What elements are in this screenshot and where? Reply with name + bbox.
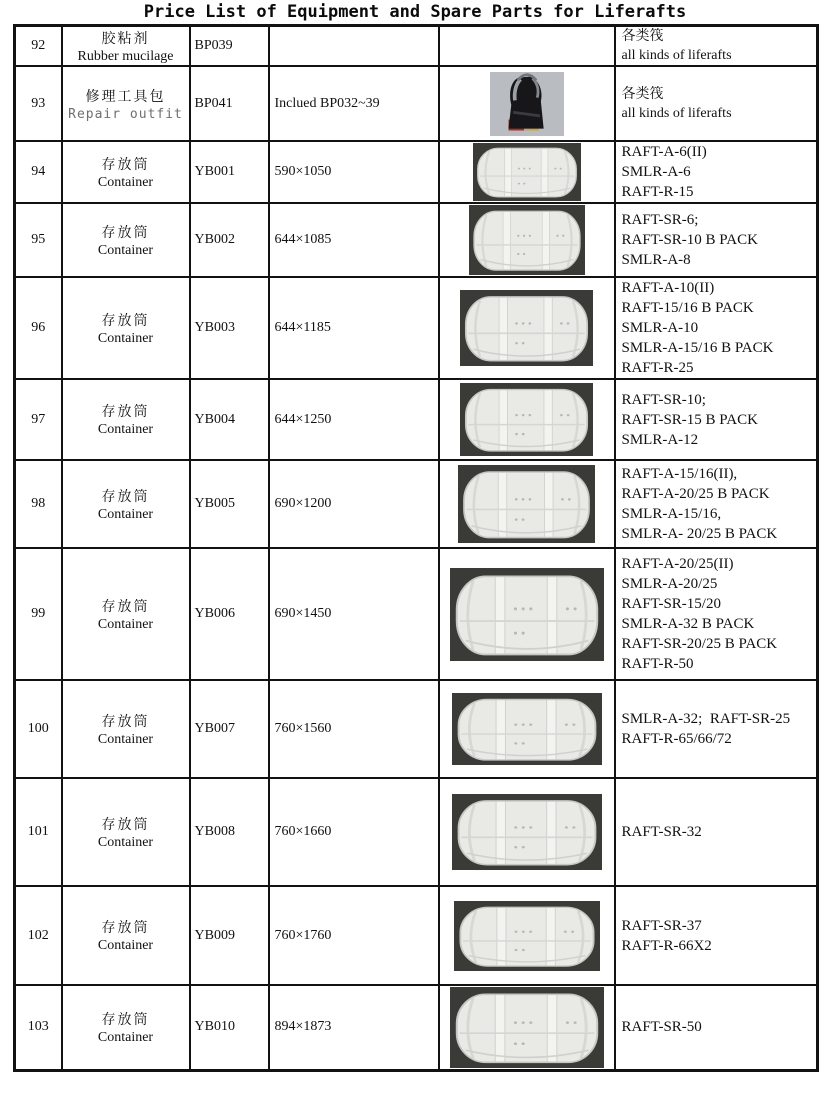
model-line: RAFT-R-25 [621,360,694,376]
row-number-cell: 101 [15,778,62,886]
models-cell [615,203,818,277]
name-english: Container [97,731,154,747]
model-line: SMLR-A-10 [621,320,699,336]
model-line: SMLR-A-20/25 [621,576,718,592]
code-cell: BP039 [190,26,269,67]
row-number-cell: 95 [15,203,62,277]
model-line: all kinds of liferafts [621,48,732,63]
container-photo [458,465,595,543]
name-cell [62,460,190,548]
models-cell [615,778,818,886]
name-chinese: 存放筒 [101,817,150,833]
name-english: Container [97,938,154,953]
container-photo [469,205,585,275]
model-line: RAFT-A-6(II) [621,144,707,160]
image-cell [439,277,615,379]
name-cell [62,26,190,67]
spec-cell: 760×1660 [269,778,439,886]
model-line: SMLR-A-6 [621,164,691,180]
model-line: RAFT-R-66X2 [621,937,712,954]
container-photo [452,693,602,765]
page-title: Price List of Equipment and Spare Parts for Liferafts [143,2,687,22]
model-line: RAFT-A-20/25(II) [621,556,734,572]
name-chinese: 胶粘剂 [101,31,150,47]
row-number-cell: 103 [15,985,62,1070]
name-chinese: 存放筒 [101,921,150,936]
image-cell [439,379,615,460]
table-row [15,680,818,778]
name-english: Container [97,506,154,522]
spec-cell: 644×1250 [269,379,439,460]
repair-kit-photo [490,72,564,136]
image-cell [439,680,615,778]
model-line: RAFT-SR-15 B PACK [621,411,758,428]
row-number-cell: 100 [15,680,62,778]
name-english: Container [97,242,154,258]
image-cell [439,778,615,886]
code-cell: YB002 [190,203,269,277]
name-chinese: 存放筒 [101,599,150,615]
name-chinese: 存放筒 [101,157,150,173]
model-line: SMLR-A-15/16, [621,506,722,522]
name-cell [62,277,190,379]
table-row [15,985,818,1070]
name-cell [62,379,190,460]
spec-cell: 760×1560 [269,680,439,778]
name-cell [62,680,190,778]
image-cell [439,141,615,203]
spec-cell: 690×1200 [269,460,439,548]
name-chinese: 存放筒 [101,714,150,730]
image-cell [439,886,615,985]
model-line: SMLR-A-8 [621,252,691,268]
row-number-cell: 96 [15,277,62,379]
container-photo [460,383,593,456]
name-chinese: 存放筒 [101,313,150,329]
spec-cell: 590×1050 [269,141,439,203]
price-list-table [13,24,819,1072]
name-chinese: 存放筒 [101,405,150,420]
container-photo [450,568,604,661]
container-photo [473,143,581,201]
name-english: Repair outfit [68,106,183,122]
table-row [15,778,818,886]
name-english: Container [97,330,154,346]
models-cell [615,886,818,985]
image-cell [439,66,615,141]
code-cell: YB001 [190,141,269,203]
models-cell [615,277,818,379]
container-photo [460,290,593,366]
name-cell [62,66,190,141]
name-chinese: 存放筒 [101,1012,150,1028]
table-row [15,460,818,548]
model-line: RAFT-SR-10 B PACK [621,232,758,248]
name-english: Container [97,422,154,437]
models-cell [615,66,818,141]
name-chinese: 存放筒 [101,225,150,241]
name-english: Container [97,1029,154,1045]
model-line: RAFT-SR-10; [621,391,706,408]
models-cell [615,680,818,778]
model-line: RAFT-A-15/16(II), [621,466,738,482]
container-photo [454,901,600,971]
container-photo [452,794,602,870]
model-line: SMLR-A-32 B PACK [621,616,755,632]
code-cell: YB005 [190,460,269,548]
row-number-cell: 94 [15,141,62,203]
name-cell [62,203,190,277]
model-line: SMLR-A-15/16 B PACK [621,340,774,356]
name-cell [62,548,190,680]
models-cell [615,141,818,203]
spec-cell: 644×1185 [269,277,439,379]
name-english: Container [97,834,154,850]
spec-cell: 894×1873 [269,985,439,1070]
model-line: RAFT-SR-6; [621,212,699,228]
image-cell [439,26,615,67]
table-row [15,203,818,277]
price-table-body [15,26,818,1071]
image-cell [439,985,615,1070]
model-line: RAFT-R-50 [621,656,694,672]
name-cell [62,778,190,886]
container-photo [450,987,604,1068]
code-cell: BP041 [190,66,269,141]
code-cell: YB007 [190,680,269,778]
model-line: RAFT-SR-50 [621,1019,702,1036]
model-line: SMLR-A-12 [621,431,699,448]
name-english: Container [97,174,154,190]
row-number-cell: 99 [15,548,62,680]
models-cell [615,460,818,548]
model-line: RAFT-SR-32 [621,824,702,840]
code-cell: YB003 [190,277,269,379]
model-line: SMLR-A-32; RAFT-SR-25 [621,711,791,727]
spec-cell: 760×1760 [269,886,439,985]
spec-cell: Inclued BP032~39 [269,66,439,141]
code-cell: YB008 [190,778,269,886]
table-row [15,379,818,460]
model-line: RAFT-R-15 [621,184,694,200]
row-number-cell: 98 [15,460,62,548]
model-line: all kinds of liferafts [621,105,732,121]
code-cell: YB010 [190,985,269,1070]
models-cell [615,985,818,1070]
spec-cell: 690×1450 [269,548,439,680]
table-row [15,548,818,680]
table-row [15,141,818,203]
model-line: RAFT-SR-20/25 B PACK [621,636,778,652]
model-line: RAFT-A-10(II) [621,280,715,296]
row-number-cell: 102 [15,886,62,985]
name-cell [62,886,190,985]
models-cell [615,548,818,680]
spec-cell [269,26,439,67]
code-cell: YB009 [190,886,269,985]
code-cell: YB004 [190,379,269,460]
model-line: RAFT-A-20/25 B PACK [621,486,770,502]
table-row [15,886,818,985]
table-row [15,26,818,67]
model-line: RAFT-SR-37 [621,917,702,934]
image-cell [439,460,615,548]
name-chinese: 存放筒 [101,489,150,505]
row-number-cell: 97 [15,379,62,460]
spec-cell: 644×1085 [269,203,439,277]
table-row [15,66,818,141]
code-cell: YB006 [190,548,269,680]
name-english: Rubber mucilage [77,48,174,64]
model-line: RAFT-15/16 B PACK [621,300,754,316]
row-number-cell: 92 [15,26,62,67]
model-line: RAFT-R-65/66/72 [621,731,732,747]
model-line: 各类筏 [621,86,664,102]
name-chinese: 修理工具包 [85,89,166,105]
model-line: RAFT-SR-15/20 [621,596,721,612]
image-cell [439,548,615,680]
name-english: Container [97,616,154,632]
image-cell [439,203,615,277]
table-row [15,277,818,379]
name-cell [62,141,190,203]
row-number-cell: 93 [15,66,62,141]
models-cell [615,26,818,67]
model-line: SMLR-A- 20/25 B PACK [621,526,778,542]
models-cell [615,379,818,460]
name-cell [62,985,190,1070]
model-line: 各类筏 [621,29,664,44]
